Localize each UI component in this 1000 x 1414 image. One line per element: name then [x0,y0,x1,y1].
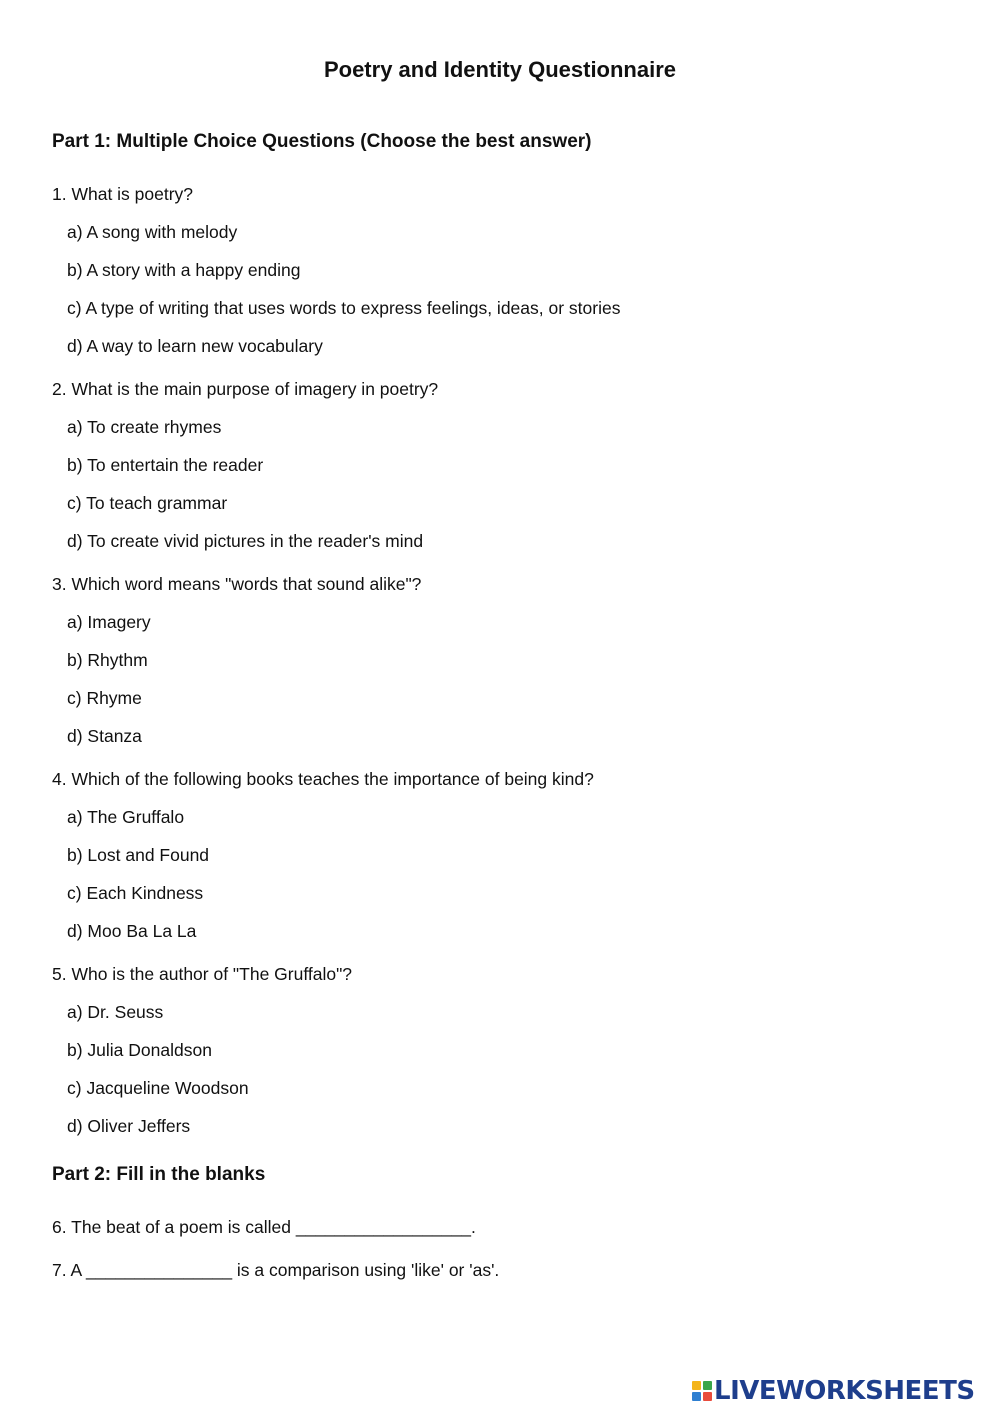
q5-option-a[interactable]: a) Dr. Seuss [67,1002,164,1022]
logo-square-red [703,1392,712,1401]
q1-option-a[interactable]: a) A song with melody [67,222,238,242]
logo-square-blue [692,1392,701,1401]
fill-in-blank-6[interactable]: 6. The beat of a poem is called __________________. [52,1217,476,1237]
q1-option-d[interactable]: d) A way to learn new vocabulary [67,336,323,356]
q1-option-b[interactable]: b) A story with a happy ending [67,260,301,280]
question-1: 1. What is poetry? [52,184,194,204]
q4-option-d[interactable]: d) Moo Ba La La [67,921,197,941]
liveworksheets-logo-icon [692,1381,712,1401]
logo-square-green [703,1381,712,1390]
q3-option-d[interactable]: d) Stanza [67,726,142,746]
part1-heading: Part 1: Multiple Choice Questions (Choose the best answer) [52,131,592,152]
logo-square-yellow [692,1381,701,1390]
q2-option-a[interactable]: a) To create rhymes [67,417,222,437]
question-4: 4. Which of the following books teaches the importance of being kind? [52,769,594,789]
question-3: 3. Which word means "words that sound alike"? [52,574,422,594]
q4-option-c[interactable]: c) Each Kindness [67,883,204,903]
q3-option-b[interactable]: b) Rhythm [67,650,148,670]
logo-text: LIVEWORKSHEETS [714,1376,975,1406]
q4-option-b[interactable]: b) Lost and Found [67,845,210,865]
q5-option-b[interactable]: b) Julia Donaldson [67,1040,212,1060]
q2-option-c[interactable]: c) To teach grammar [67,493,228,513]
fill-in-blank-7[interactable]: 7. A _______________ is a comparison using 'like' or 'as'. [52,1260,500,1280]
liveworksheets-logo [692,1374,975,1408]
question-5: 5. Who is the author of "The Gruffalo"? [52,964,353,984]
q3-option-c[interactable]: c) Rhyme [67,688,142,708]
q5-option-d[interactable]: d) Oliver Jeffers [67,1116,191,1136]
q2-option-b[interactable]: b) To entertain the reader [67,455,264,475]
q3-option-a[interactable]: a) Imagery [67,612,151,632]
q1-option-c[interactable]: c) A type of writing that uses words to express feelings, ideas, or stories [67,298,621,318]
page-title: Poetry and Identity Questionnaire [323,57,677,82]
q2-option-d[interactable]: d) To create vivid pictures in the reader's mind [67,531,424,551]
q5-option-c[interactable]: c) Jacqueline Woodson [67,1078,249,1098]
question-2: 2. What is the main purpose of imagery in poetry? [52,379,439,399]
q4-option-a[interactable]: a) The Gruffalo [67,807,185,827]
part2-heading: Part 2: Fill in the blanks [52,1164,266,1185]
